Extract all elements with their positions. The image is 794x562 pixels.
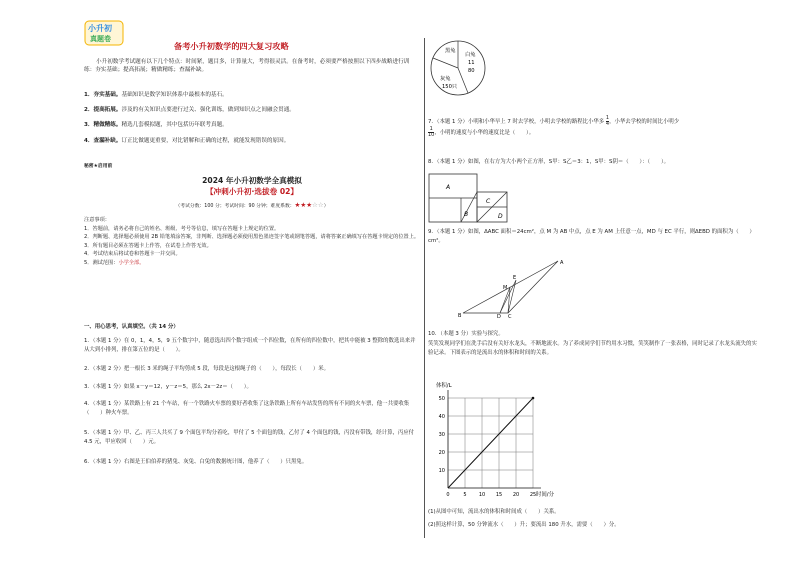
- y-tick-label: 40: [438, 414, 445, 420]
- y-axis-label: 体积/L: [436, 383, 452, 389]
- star-filled-icon: ★: [306, 201, 313, 209]
- figure-label: D: [498, 213, 503, 220]
- notice-item: 4．考试结束后将试卷和答题卡一并交回。: [84, 251, 181, 258]
- question-5: 5．（本题 1 分）甲、乙、丙三人共买了 9 个面包平均分着吃，甲付了 5 个面包的钱，乙付了 4 个面包的钱，丙没有带钱，经计算，丙应付 4.5 元，甲应收回（ ）元。: [84, 430, 415, 445]
- tip-item: [84, 106, 420, 114]
- q7-text: 7．（本题 1 分）小明和小华早上 7 时去学校，小明去学校的路程比小华多: [428, 119, 605, 125]
- fraction-numerator: 1: [605, 115, 610, 121]
- notice-item: 1．答题前，请务必将自己的姓名、班级、考号等信息，填写在答题卡上规定的位置。: [84, 225, 280, 232]
- exam-meta: [84, 202, 420, 211]
- fraction-denominator: 4: [605, 121, 610, 127]
- data-point: [532, 397, 535, 400]
- q7-text: ，小华去学校的时间比小明少: [609, 119, 680, 125]
- pie-label: 150只: [442, 84, 458, 90]
- tip-text: 涉及的有关知识点要进行过关、强化训练，做到知识点之间融会贯通。: [121, 107, 295, 113]
- figure-label: A: [446, 184, 451, 191]
- y-tick-label: 20: [438, 450, 445, 456]
- x-tick-label: 0: [446, 492, 450, 498]
- svg-text:小升初: 小升初: [88, 24, 112, 33]
- right-column: [428, 38, 758, 538]
- svg-text:真题卷: 真题卷: [90, 35, 111, 43]
- x-tick-label: 25: [529, 492, 537, 498]
- x-tick-label: 10: [478, 492, 486, 498]
- tip-label: 4．查漏补缺。: [84, 138, 122, 144]
- question-4: 4．（本题 1 分）某铁路上有 21 个车站，有一个铁路火车票的要好者收集了这条铁路上所有车站发售的所有不同的火车票，他一共要收集（ ）种火车票。: [84, 401, 410, 416]
- q7-text: ，小明的速度与小华的速度比是（ ）。: [434, 130, 535, 136]
- question-7: [428, 116, 758, 138]
- fraction-denominator: 10: [428, 132, 435, 138]
- figure-label: E: [513, 275, 517, 281]
- figure-label: C: [508, 314, 512, 318]
- figure-label: B: [464, 211, 469, 218]
- x-tick-label: 5: [463, 492, 467, 498]
- tip-text: 精选几套模拟题，其中包括历年联考真题。: [121, 122, 228, 128]
- notice-item: [84, 259, 420, 268]
- exam-meta-end: ）: [323, 204, 329, 209]
- tips-title: 备考小升初数学的四大复习攻略: [174, 41, 289, 51]
- tip-label: 1．夯实基础。: [84, 92, 122, 98]
- question-2: 2．（本题 2 分）把一根长 3 米的绳子平均剪成 5 段，每段是这根绳子的（ ），每段长（ ）米。: [84, 366, 330, 372]
- notice-item: 2．判断题、选择题必须使用 2B 铅笔填涂答案，非判断、选择题必须使用黑色墨迹签字笔或钢笔答题，请将答案正确填写在答题卡规定的位置上。: [84, 234, 420, 241]
- notice-scope-label: 5．测试范围：: [84, 259, 119, 266]
- star-empty-icon: ☆: [317, 201, 324, 209]
- pie-label: 11: [468, 60, 475, 66]
- notice-item: 3．所有题目必须在答题卡上作答，在试卷上作答无效。: [84, 242, 212, 249]
- notices: [84, 216, 420, 268]
- figure-label: D: [497, 314, 501, 318]
- question-3: 3．（本题 1 分）如果 x－y＝12，y－z＝5，那么 2x－2z＝（ ）。: [84, 384, 252, 390]
- tip-label: 2．提高拓展。: [84, 107, 122, 113]
- figure-label: A: [560, 260, 564, 266]
- section-heading: 一、用心思考，认真填空。（共 14 分）: [84, 324, 179, 330]
- question-9: 9．（本题 1 分）如图，ΔABC 面积＝24cm²，点 M 为 AB 中点，点 E 为 AM 上任意一点，MD 与 EC 平行，则ΔEBD 的面积为（ ）cm²。: [428, 229, 755, 244]
- question-10-text: 笑笑发现同学们在洗手后没有关好水龙头，不断地流水。为了养成同学们节约用水习惯，笑笑制作了一张表格，同时记录了水龙头流失的实验记录。下图表示的是流出水的体积和时间的关系。: [428, 341, 757, 356]
- tip-item: [84, 121, 420, 129]
- brand-logo: [84, 20, 124, 46]
- x-tick-label: 15: [495, 492, 503, 498]
- squares-figure: [428, 173, 518, 223]
- tip-label: 3．精做精练。: [84, 122, 122, 128]
- tip-text: 基础知识是数学知识体系中最根本的基石。: [121, 92, 228, 98]
- notice-scope-value: 小学全部。: [118, 259, 145, 266]
- left-column: [84, 20, 420, 550]
- figure-label: M: [503, 285, 508, 291]
- confidential-label: 秘密★启用前: [84, 164, 113, 169]
- rabbit-pie-figure: [428, 38, 488, 98]
- pie-label: 白兔: [465, 52, 476, 58]
- x-tick-label: 20: [512, 492, 520, 498]
- y-tick-label: 30: [438, 432, 445, 438]
- question-10-part-1: (1)从图中可知，流出水的体积和时间成（ ）关系。: [428, 509, 560, 515]
- pie-label: 黑兔: [445, 48, 456, 54]
- star-filled-icon: ★: [294, 201, 301, 209]
- tips-intro: 小升初数学考试题有以下几个特点：时间紧，题目多，计算量大，考得很灵活。在备考时，必须要严格按照以下四步战略进行训练：夯实基础；提高拓展；精做精练；查漏补缺。: [84, 59, 410, 73]
- exam-meta-text: （考试分数：100 分；考试时间：90 分钟；难度系数：: [175, 204, 295, 209]
- question-10-heading: 10．（本题 3 分）实验与探究。: [428, 331, 504, 337]
- column-divider: [424, 38, 425, 538]
- fraction-numerator: 1: [429, 126, 433, 132]
- pie-label: 灰兔: [440, 76, 451, 82]
- figure-label: C: [486, 198, 491, 205]
- tip-item: [84, 91, 420, 99]
- series-line: [448, 398, 533, 488]
- triangle-figure: [458, 258, 568, 318]
- volume-time-chart: [428, 378, 558, 503]
- difficulty-stars: [294, 201, 324, 209]
- question-6: 6．（本题 1 分）右图是王伯伯养的猪兔、灰兔、白兔的数据统计图，他养了（ ）只黑兔。: [84, 459, 308, 465]
- figure-label: B: [458, 313, 462, 318]
- pie-label: 80: [468, 68, 475, 74]
- question-10-part-2: (2)照这样计算，50 分钟流水（ ）升；要流出 180 升水，需要（ ）分。: [428, 522, 620, 528]
- exam-title: 2024 年小升初数学全真模拟: [202, 176, 302, 185]
- notice-heading: 注意事项：: [84, 217, 110, 223]
- tip-item: [84, 137, 420, 145]
- y-tick-label: 50: [438, 396, 445, 402]
- x-axis-label: 时间/分: [536, 492, 554, 498]
- tip-text: 订正比做题更重要，对比错解和正确的过程，就能发现错误的原因。: [121, 138, 290, 144]
- star-empty-icon: ☆: [312, 201, 318, 209]
- exam-subtitle: 【冲刺小升初·选拔卷 02】: [205, 187, 299, 196]
- y-tick-label: 10: [438, 468, 445, 474]
- question-8: 8．（本题 1 分）如图，在右方为大小两个正方形，S甲：S乙＝3：1，S甲：S阴＝（ ）：（ ）。: [428, 159, 670, 165]
- star-filled-icon: ★: [300, 201, 307, 209]
- question-1: 1．（本题 1 分）在 0，1，4，5，9 五个数字中，随意选出四个数字组成一个四位数，在所有的四位数中，把其中能被 3 整除的数选出来并从大到小排列，排在第五位的是（ ）。: [84, 338, 416, 353]
